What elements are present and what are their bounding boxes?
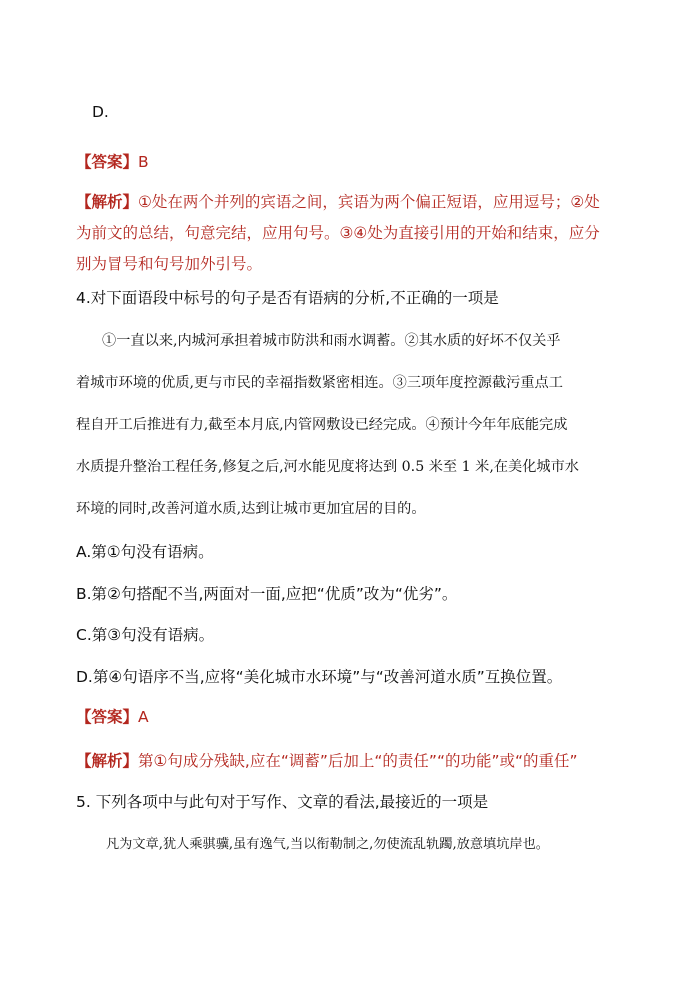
q3-analysis-line-1 [76, 191, 600, 213]
q3-analysis-line-3: 别为冒号和句号加外引号。 [76, 255, 263, 273]
answer-value: A [138, 708, 149, 726]
analysis-tag: 【解析】 [76, 193, 139, 211]
q4-passage-line-5: 环境的同时,改善河道水质,达到让城市更加宜居的目的。 [76, 501, 426, 517]
answer-tag: 【答案】 [76, 708, 139, 726]
answer-value: B [138, 153, 149, 171]
q4-question: 4.对下面语段中标号的句子是否有语病的分析,不正确的一项是 [76, 289, 499, 307]
q4-option-c: C.第③句没有语病。 [76, 626, 215, 644]
q4-passage-line-4: 水质提升整治工程任务,修复之后,河水能见度将达到 0.5 米至 1 米,在美化城市水 [76, 459, 579, 475]
q4-analysis [76, 750, 578, 772]
q3-answer [76, 151, 149, 173]
q4-passage-line-1: ①一直以来,内城河承担着城市防洪和雨水调蓄。②其水质的好坏不仅关乎 [102, 333, 561, 349]
q4-passage-line-3: 程自开工后推进有力,截至本月底,内管网敷设已经完成。④预计今年年底能完成 [76, 417, 568, 433]
analysis-text: 第①句成分残缺,应在“调蓄”后加上“的责任”“的功能”或“的重任” [138, 752, 578, 770]
q4-option-b: B.第②句搭配不当,两面对一面,应把“优质”改为“优劣”。 [76, 585, 458, 603]
q5-question: 5. 下列各项中与此句对于写作、文章的看法,最接近的一项是 [76, 793, 489, 811]
option-d-top: D. [92, 103, 109, 121]
q4-option-d: D.第④句语序不当,应将“美化城市水环境”与“改善河道水质”互换位置。 [76, 668, 563, 686]
q4-passage-line-2: 着城市环境的优质,更与市民的幸福指数紧密相连。③三项年度控源截污重点工 [76, 375, 563, 391]
analysis-text: ①处在两个并列的宾语之间，宾语为两个偏正短语，应用逗号；②处 [138, 193, 600, 211]
analysis-tag: 【解析】 [76, 752, 139, 770]
q4-answer [76, 706, 149, 728]
answer-tag: 【答案】 [76, 153, 139, 171]
q4-option-a: A.第①句没有语病。 [76, 543, 214, 561]
q3-analysis-line-2: 为前文的总结，句意完结，应用句号。③④处为直接引用的开始和结束，应分 [76, 224, 600, 242]
q5-quote: 凡为文章,犹人乘骐骥,虽有逸气,当以衔勒制之,勿使流乱轨躅,放意填坑岸也。 [106, 837, 549, 852]
